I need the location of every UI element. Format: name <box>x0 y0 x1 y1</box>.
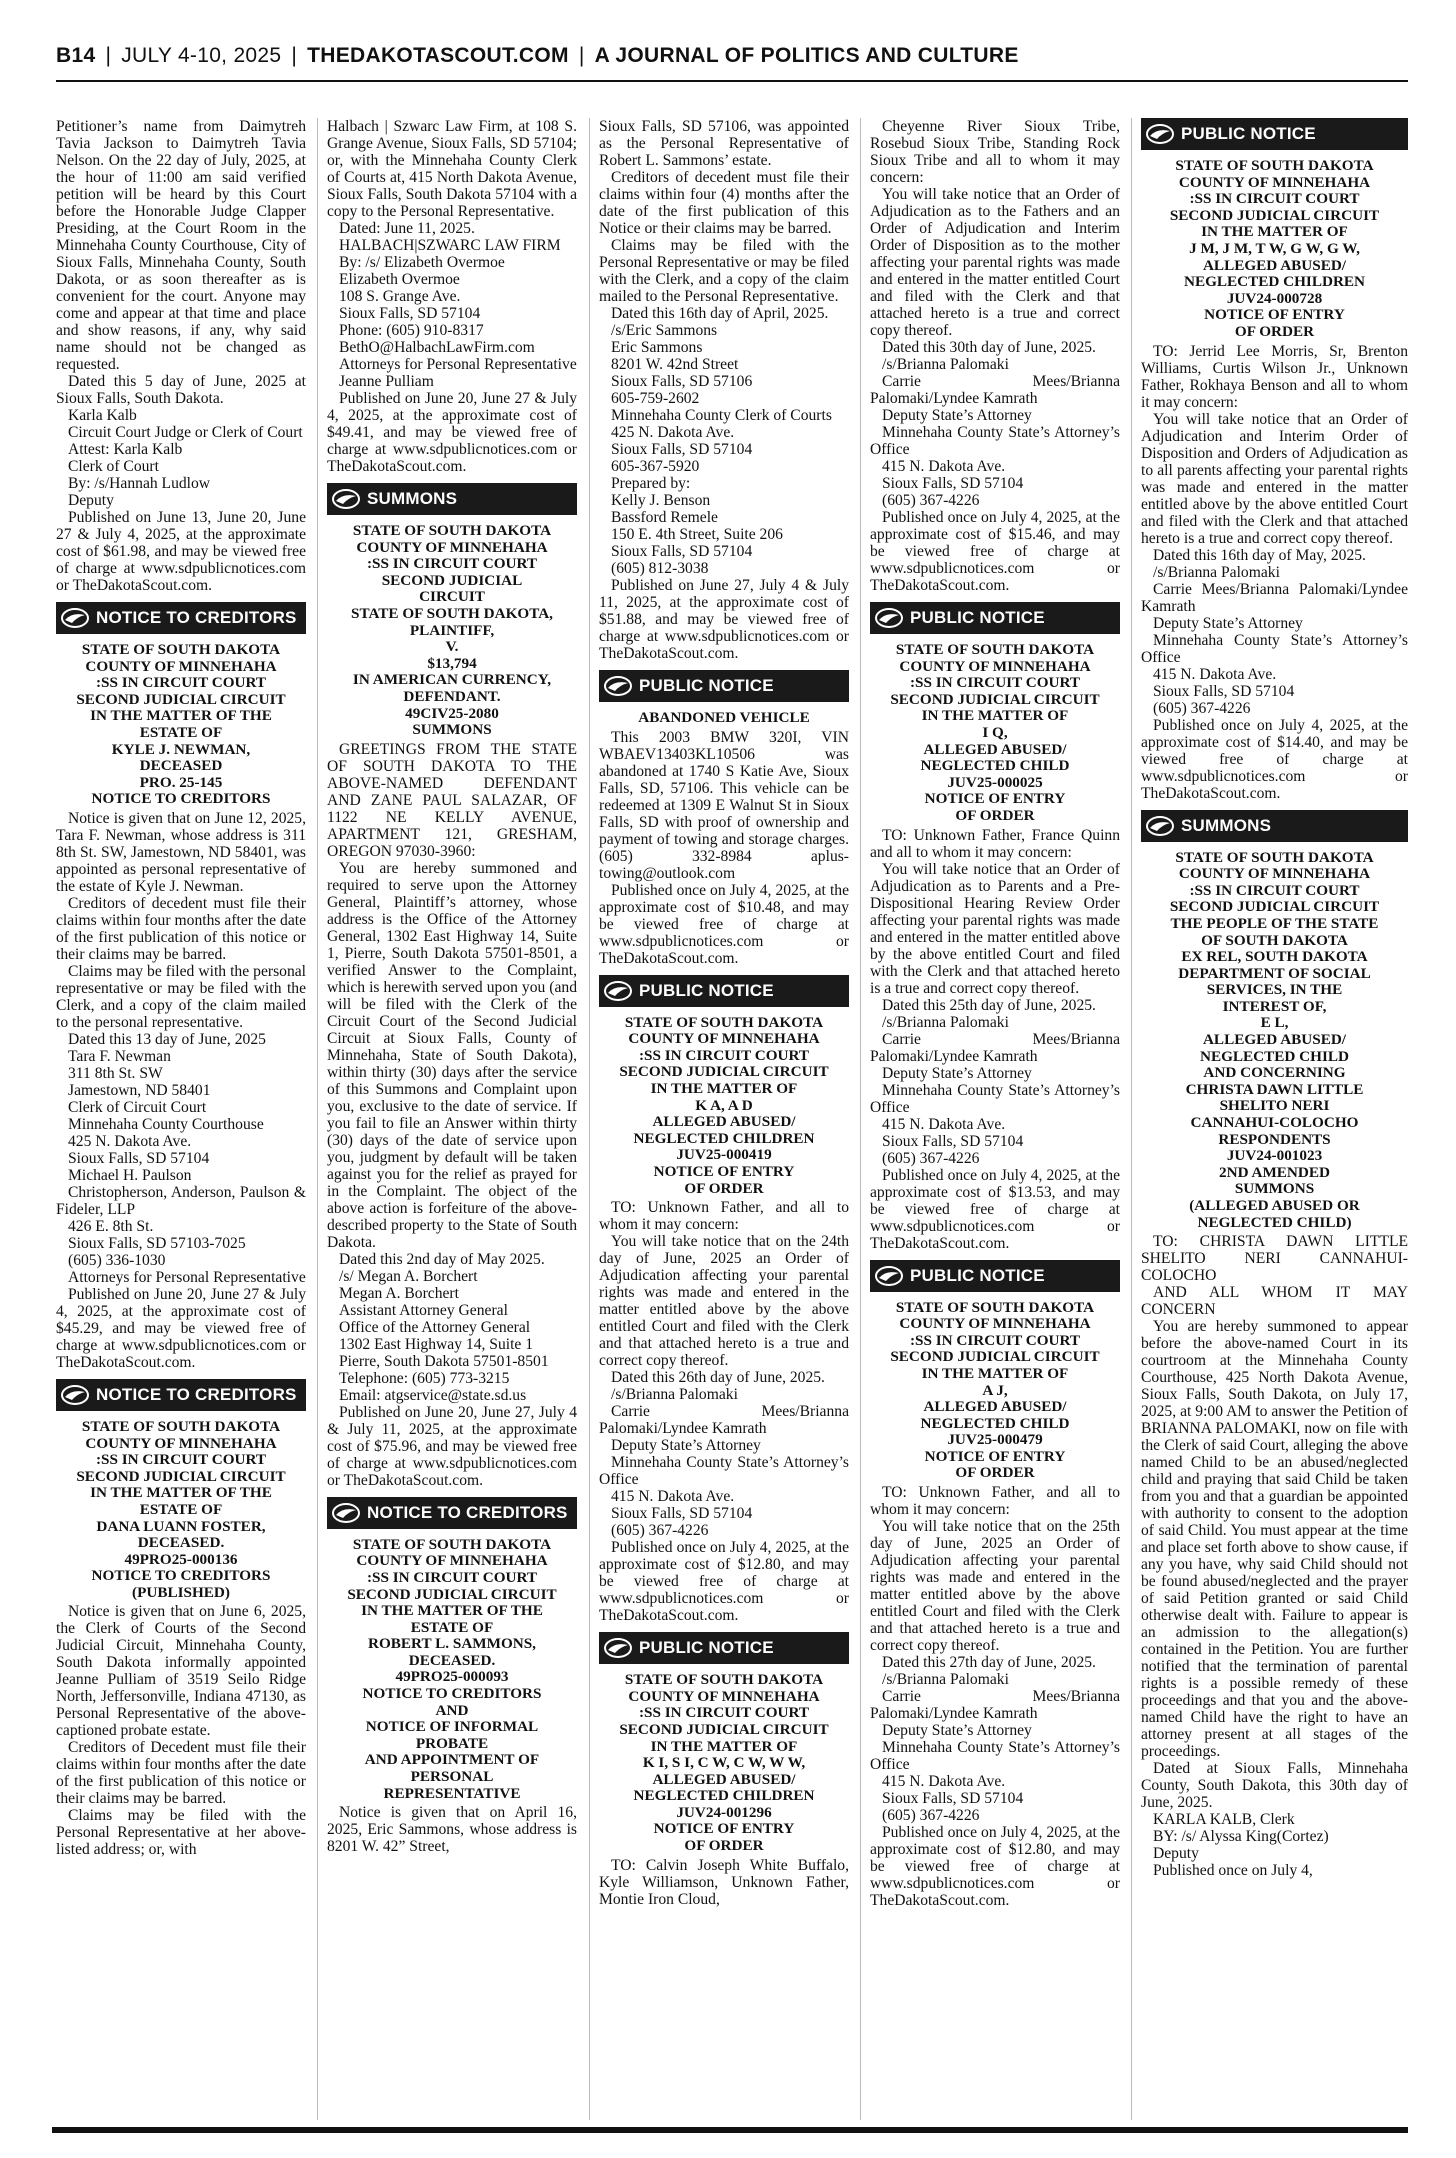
section-title: PUBLIC NOTICE <box>639 980 774 1000</box>
notice-paragraph: Claims may be filed with the Personal Representative at her above-listed address; or, with <box>56 1807 306 1859</box>
notice-paragraph: You will take notice that an Order of Adjudication and Interim Order of Disposition and Orders of Adjudication as to all parents affecting your parental rights was made and entered in the matter entitled above by the above entitled Court and filed with the Clerk and that attached hereto is a true and correct copy thereof. <box>1141 410 1408 547</box>
column-divider <box>860 118 861 2120</box>
notice-line: Christopherson, Anderson, Paulson & Fideler, LLP <box>56 1183 306 1218</box>
section-title: NOTICE TO CREDITORS <box>96 608 297 627</box>
notice-paragraph: Cheyenne River Sioux Tribe, Rosebud Sioux Tribe, Standing Rock Sioux Tribe and all to whom it may concern: <box>870 118 1120 186</box>
section-header-public-notice <box>870 1260 1120 1292</box>
notice-line: By: /s/Hannah Ludlow <box>68 475 211 492</box>
notice-paragraph: You are hereby summoned to appear before the above-named Court in its courtroom at the Minnehaha County Courthouse, 425 North Dakota Avenue, Sioux Falls, South Dakota, on July 17, 2025, at 9:00 AM to answer the Petition of BRIANNA PALOMAKI, now on file with the Clerk of said Court, alleging the above named Child to be an abused/neglected child and praying that said Child be taken from you and that a guardian be appointed with authority to consent to the adoption of said Child. You must appear at the time and place set forth above to show cause, if any you have, why said Child should not be found abused/neglected and the prayer of said Petition granted or said Child otherwise dealt with. Failure to appear is an admission to the allegation(s) contained in the Petition. You are further notified that the termination of parental rights is a possible remedy of these proceedings and that you and the above-named Child have the right to have an attorney present at all stages of the proceedings. <box>1141 1318 1408 1761</box>
notice-line: BY: /s/ Alyssa King(Cortez) <box>1153 1828 1329 1846</box>
notice-juv24-001296-continued <box>870 118 1120 594</box>
notice-line: Phone: (605) 910-8317 <box>339 322 484 339</box>
notice-line: Deputy <box>68 492 114 509</box>
notice-line: Email: atgservice@state.sd.us <box>339 1386 527 1404</box>
notice-line: 415 N. Dakota Ave. <box>882 458 1006 475</box>
notice-paragraph: Petitioner’s name from Daimytreh Tavia Jackson to Daimytreh Tavia Nelson. On the 22 day of July, 2025, at the hour of 11:00 am said verified petition will be heard by this Court before the Honorable Judge Clapper Presiding, at the Court Room in the Minnehaha County Courthouse, City of Sioux Falls, Minnehaha County, South Dakota, or as soon thereafter as is convenient for the court. Anyone may come and appear at that time and place and show reasons, if any, why said name should not be changed as requested. <box>56 118 306 373</box>
column-divider <box>1131 118 1132 2120</box>
scout-logo-icon <box>874 1265 904 1287</box>
notice-line: Minnehaha County Courthouse <box>68 1115 264 1133</box>
notice-line: 311 8th St. SW <box>68 1064 163 1082</box>
notice-line: 108 S. Grange Ave. <box>339 288 461 305</box>
notice-line: Minnehaha County State’s Attorney’s Office <box>870 1081 1120 1116</box>
section-title: NOTICE TO CREDITORS <box>96 1384 297 1404</box>
notice-line: Dated this 16th day of May, 2025. <box>1153 546 1366 564</box>
notice-line: Dated this 16th day of April, 2025. <box>611 305 829 322</box>
notice-foster-estate-continued <box>327 118 577 475</box>
notice-paragraph: Sioux Falls, SD 57106, was appointed as the Personal Representative of Robert L. Sammons’ estate. <box>599 118 849 169</box>
notice-paragraph: TO: Unknown Father, and all to whom it may concern: <box>870 1484 1120 1519</box>
notice-line: Minnehaha County State’s Attorney’s Office <box>599 1454 849 1489</box>
notice-line: Sioux Falls, SD 57104 <box>882 1790 1024 1808</box>
notice-line: Carrie Mees/Brianna Palomaki/Lyndee Kamrath <box>870 1030 1120 1065</box>
notice-line: 605-759-2602 <box>611 390 700 407</box>
notice-line: By: /s/ Elizabeth Overmoe <box>339 254 505 271</box>
notice-paragraph: Creditors of decedent must file their claims within four (4) months after the date of the first publication of this Notice or their claims may be barred. <box>599 169 849 237</box>
publication-line: Published once on July 4, 2025, at the approximate cost of $12.80, and may be viewed free of charge at www.sdpublicnotices.com or TheDakotaScout.com. <box>599 1539 849 1625</box>
notice-paragraph: Halbach | Szwarc Law Firm, at 108 S. Grange Avenue, Sioux Falls, SD 57104; or, with the Minnehaha County Clerk of Courts at, 415 North Dakota Avenue, Sioux Falls, South Dakota 57104 with a copy to the Personal Representative. <box>327 118 577 220</box>
notice-caption: STATE OF SOUTH DAKOTA COUNTY OF MINNEHAHA :SS IN CIRCUIT COURT SECOND JUDICIAL CIRCUIT IN THE MATTER OF K I, S I, C W, C W, W W, ALLEGED ABUSED/ NEGLECTED CHILDREN JUV24-001296 NOTICE OF ENTRY OF ORDER <box>619 1671 829 1855</box>
notice-paragraph: You are hereby summoned and required to serve upon the Attorney General, Plaintiff’s attorney, whose address is the Office of the Attorney General, 1302 East Highway 14, Suite 1, Pierre, South Dakota 57501-8501, a verified Answer to the Complaint, which is herewith served upon you (and will be filed with the Clerk of the Circuit Court of the Second Judicial Circuit at Sioux Falls, County of Minnehaha, State of South Dakota), within thirty (30) days after the service of this Summons and Complaint upon you, exclusive to the date of service. If you fail to file an Answer within thirty (30) days of the date of service upon you, judgment by default will be taken against you for the relief as prayed for in the Complaint. The object of the above action is forfeiture of the above-described property to the State of South Dakota. <box>327 859 577 1251</box>
notice-line: Pierre, South Dakota 57501-8501 <box>339 1352 549 1370</box>
notice-line: 415 N. Dakota Ave. <box>882 1115 1006 1133</box>
notice-caption: STATE OF SOUTH DAKOTA COUNTY OF MINNEHAHA :SS IN CIRCUIT COURT SECOND JUDICIAL CIRCUIT STATE OF SOUTH DAKOTA, PLAINTIFF, V. $13,794 IN AMERICAN CURRENCY, DEFENDANT. 49CIV25-2080 SUMMONS <box>351 522 553 739</box>
notice-line: Eric Sammons <box>611 339 703 356</box>
section-header-public-notice <box>599 1632 849 1664</box>
scout-logo-icon <box>60 607 90 629</box>
notice-line: /s/Brianna Palomaki <box>1153 563 1280 581</box>
scout-logo-icon <box>603 1637 633 1659</box>
notice-line: Jamestown, ND 58401 <box>68 1081 211 1099</box>
notice-line: Attorneys for Personal Representative <box>339 356 577 373</box>
notice-line: Clerk of Court <box>68 458 159 475</box>
notice-line: Dated this 27th day of June, 2025. <box>882 1654 1096 1672</box>
notice-line: Elizabeth Overmoe <box>339 271 460 288</box>
notice-line: Prepared by: <box>611 475 691 492</box>
notice-paragraph: Claims may be filed with the Personal Representative or may be filed with the Clerk, and a copy of the claim mailed to the Personal Representative. <box>599 237 849 305</box>
notice-line: 1302 East Highway 14, Suite 1 <box>339 1335 534 1353</box>
notice-paragraph: Notice is given that on June 6, 2025, the Clerk of Courts of the Second Judicial Circuit, Minnehaha County, South Dakota informally appointed Jeanne Pulliam of 3519 Seilo Ridge North, Jeffersonville, Indiana 47130, as Personal Representative of the above-captioned probate estate. <box>56 1603 306 1740</box>
notice-line: 425 N. Dakota Ave. <box>611 424 735 441</box>
notice-paragraph: Creditors of Decedent must file their claims within four months after the date of the first publication of this notice or their claims may be barred. <box>56 1739 306 1808</box>
notice-line: Jeanne Pulliam <box>339 373 434 390</box>
notice-line: (605) 367-4226 <box>882 1149 980 1167</box>
notice-line: Dated this 25th day of June, 2025. <box>882 996 1096 1014</box>
notice-line: /s/Brianna Palomaki <box>882 1671 1009 1689</box>
notice-juv25-000419 <box>599 1015 849 1625</box>
notice-line: (605) 367-4226 <box>611 1522 709 1540</box>
scout-logo-icon <box>603 980 633 1002</box>
notice-line: Sioux Falls, SD 57104 <box>611 441 753 458</box>
notice-foster-estate <box>56 1419 306 1859</box>
section-title: PUBLIC NOTICE <box>1181 124 1316 143</box>
notice-line: /s/Eric Sammons <box>611 322 718 339</box>
notice-sammons-estate-continued <box>599 118 849 662</box>
section-title: PUBLIC NOTICE <box>639 676 774 695</box>
column-4 <box>870 118 1120 2120</box>
publication-line: Published once on July 4, 2025, at the approximate cost of $12.80, and may be viewed free of charge at www.sdpublicnotices.com or TheDakotaScout.com. <box>870 1824 1120 1910</box>
column-2 <box>327 118 577 2120</box>
notice-line: Minnehaha County State’s Attorney’s Office <box>870 1739 1120 1774</box>
notice-line: KARLA KALB, Clerk <box>1153 1811 1295 1829</box>
publication-line: Published on June 20, June 27 & July 4, 2025, at the approximate cost of $45.29, and may be viewed free of charge at www.sdpublicnotices.com or TheDakotaScout.com. <box>56 1285 306 1371</box>
notice-line: 415 N. Dakota Ave. <box>611 1488 735 1506</box>
notice-line: 415 N. Dakota Ave. <box>1153 665 1277 683</box>
notice-line: Bassford Remele <box>611 509 718 526</box>
notice-line: Sioux Falls, SD 57104 <box>882 1132 1024 1150</box>
notice-juv24-001023 <box>1141 850 1408 1880</box>
notice-caption: STATE OF SOUTH DAKOTA COUNTY OF MINNEHAHA :SS IN CIRCUIT COURT SECOND JUDICIAL CIRCUIT IN THE MATTER OF THE ESTATE OF DANA LUANN FOSTER, DECEASED. 49PRO25-000136 NOTICE TO CREDITORS (PUBLISHED) <box>76 1417 286 1601</box>
notice-line: Sioux Falls, SD 57103-7025 <box>68 1234 246 1252</box>
section-title: PUBLIC NOTICE <box>910 1265 1045 1285</box>
publication-line: Published once on July 4, 2025, at the approximate cost of $15.46, and may be viewed free of charge at www.sdpublicnotices.com or TheDakotaScout.com. <box>870 509 1120 594</box>
notice-line: Megan A. Borchert <box>339 1284 459 1302</box>
publication-line: Published on June 20, June 27, July 4 & July 11, 2025, at the approximate cost of $75.96, and may be viewed free of charge at www.sdpublicnotices.com or TheDakotaScout.com. <box>327 1403 577 1489</box>
notice-caption: STATE OF SOUTH DAKOTA COUNTY OF MINNEHAHA :SS IN CIRCUIT COURT SECOND JUDICIAL CIRCUIT IN THE MATTER OF K A, A D ALLEGED ABUSED/ NEGLECTED CHILDREN JUV25-000419 NOTICE OF ENTRY OF ORDER <box>619 1013 829 1197</box>
notice-line: Tara F. Newman <box>68 1047 171 1065</box>
notice-line: Deputy State’s Attorney <box>882 1722 1032 1740</box>
section-header-summons <box>1141 810 1408 842</box>
notice-line: 150 E. 4th Street, Suite 206 <box>611 526 783 543</box>
scout-logo-icon <box>603 675 633 697</box>
notice-paragraph: TO: Unknown Father, France Quinn and all to whom it may concern: <box>870 826 1120 861</box>
section-header-public-notice <box>1141 118 1408 150</box>
notice-line: 8201 W. 42nd Street <box>611 356 739 373</box>
column-1 <box>56 118 306 2120</box>
notice-line: Dated this 26th day of June, 2025. <box>611 1369 825 1387</box>
notice-paragraph: TO: Jerrid Lee Morris, Sr, Brenton Williams, Curtis Wilson Jr., Unknown Father, Rokhaya Benson and all to whom it may concern: <box>1141 342 1408 411</box>
notice-line: Carrie Mees/Brianna Palomaki/Lyndee Kamrath <box>870 1688 1120 1723</box>
notice-line: Kelly J. Benson <box>611 492 711 509</box>
header-rule <box>56 80 1408 82</box>
notice-juv24-001296 <box>599 1672 849 1908</box>
column-divider <box>589 118 590 2120</box>
notice-paragraph: Creditors of decedent must file their claims within four months after the date of the first publication of this notice or their claims may be barred. <box>56 894 306 963</box>
publication-line: Published once on July 4, 2025, at the approximate cost of $10.48, and may be viewed free of charge at www.sdpublicnotices.com or TheDakotaScout.com. <box>599 881 849 967</box>
notice-line: Deputy State’s Attorney <box>1153 614 1303 632</box>
name-change-notice-end <box>56 118 306 594</box>
notice-paragraph: TO: CHRISTA DAWN LITTLE SHELITO NERI CANNAHUI-COLOCHO <box>1141 1233 1408 1285</box>
notice-line: Deputy <box>1153 1845 1199 1863</box>
section-title: PUBLIC NOTICE <box>639 1638 774 1658</box>
notice-line: Office of the Attorney General <box>339 1318 531 1336</box>
notice-paragraph: You will take notice that on the 24th day of June, 2025 an Order of Adjudication affecting your parental rights was made and entered in the matter entitled above by the above entitled Court and filed with the Clerk and that attached hereto is a true and correct copy thereof. <box>599 1233 849 1370</box>
scout-logo-icon <box>331 1502 361 1524</box>
notice-line: Assistant Attorney General <box>339 1301 508 1319</box>
site-name: THEDAKOTASCOUT.COM <box>307 44 569 67</box>
notice-line: 426 E. 8th St. <box>68 1217 154 1235</box>
page-number: B14 <box>56 44 96 67</box>
section-header-public-notice <box>599 975 849 1007</box>
publication-line: Published on June 20, June 27 & July 4, 2025, at the approximate cost of $49.41, and may be viewed free of charge at www.sdpublicnotices.com or TheDakotaScout.com. <box>327 390 577 475</box>
header-separator: | <box>291 44 298 67</box>
section-title: NOTICE TO CREDITORS <box>367 1502 568 1522</box>
notice-line: Deputy State’s Attorney <box>882 407 1032 424</box>
scout-logo-icon <box>331 488 361 510</box>
notice-line: 605-367-5920 <box>611 458 700 475</box>
notice-line: Telephone: (605) 773-3215 <box>339 1369 510 1387</box>
notice-caption: STATE OF SOUTH DAKOTA COUNTY OF MINNEHAHA :SS IN CIRCUIT COURT SECOND JUDICIAL CIRCUIT IN THE MATTER OF I Q, ALLEGED ABUSED/ NEGLECTED CHILD JUV25-000025 NOTICE OF ENTRY OF ORDER <box>890 641 1100 824</box>
notice-line: Dated this 2nd day of May 2025. <box>339 1250 545 1268</box>
scout-logo-icon <box>1145 123 1175 145</box>
tagline: A JOURNAL OF POLITICS AND CULTURE <box>594 44 1019 67</box>
notice-line: Minnehaha County State’s Attorney’s Office <box>870 424 1120 458</box>
publication-line: Published once on July 4, <box>1153 1862 1313 1880</box>
scout-logo-icon <box>1145 815 1175 837</box>
notice-line: (605) 336-1030 <box>68 1251 166 1269</box>
notice-newman-estate <box>56 642 306 1371</box>
publication-line: Published once on July 4, 2025, at the approximate cost of $14.40, and may be viewed free of charge at www.sdpublicnotices.com or TheDakotaScout.com. <box>1141 716 1408 802</box>
notice-line: Deputy State’s Attorney <box>611 1437 761 1455</box>
section-header-public-notice <box>870 602 1120 634</box>
issue-date: JULY 4-10, 2025 <box>121 44 282 67</box>
column-divider <box>317 118 318 2120</box>
notice-sammons-estate <box>327 1537 577 1856</box>
notice-line: /s/Brianna Palomaki <box>882 356 1009 373</box>
notice-line: 415 N. Dakota Ave. <box>882 1773 1006 1791</box>
notice-line: Sioux Falls, SD 57104 <box>611 543 753 560</box>
notice-paragraph: This 2003 BMW 320I, VIN WBAEV13403KL10506 was abandoned at 1740 S Katie Ave, Sioux Falls, SD, 57106. This vehicle can be redeemed at 1309 E Walnut St in Sioux Falls, SD with proof of ownership and payment of towing and storage charges. (605) 332-8984 aplus-towing@outlook.com <box>599 728 849 882</box>
footer-rule <box>52 2127 1408 2133</box>
notice-juv24-000728 <box>1141 158 1408 802</box>
notice-line: Sioux Falls, SD 57104 <box>1153 682 1295 700</box>
notice-abandoned-vehicle <box>599 710 849 967</box>
notice-line: /s/ Megan A. Borchert <box>339 1267 478 1285</box>
notice-line: Deputy State’s Attorney <box>882 1064 1032 1082</box>
notices-columns <box>56 118 1408 2120</box>
notice-paragraph: AND ALL WHOM IT MAY CONCERN <box>1141 1284 1408 1319</box>
notice-line: Minnehaha County State’s Attorney’s Office <box>1141 631 1408 666</box>
notice-paragraph: You will take notice that an Order of Adjudication as to Parents and a Pre-Dispositional Hearing Review Order affecting your parental rights was made and entered in the matter entitled above by the above entitled Court and filed with the Clerk and that attached hereto is a true and correct copy thereof. <box>870 860 1120 997</box>
notice-line: Attest: Karla Kalb <box>68 441 183 458</box>
notice-line: Minnehaha County Clerk of Courts <box>611 407 832 424</box>
notice-line: Sioux Falls, SD 57104 <box>611 1505 753 1523</box>
section-title: PUBLIC NOTICE <box>910 608 1045 627</box>
notice-line: Carrie Mees/Brianna Palomaki/Lyndee Kamrath <box>599 1403 849 1438</box>
notice-line: /s/Brianna Palomaki <box>611 1386 738 1404</box>
notice-line: HALBACH|SZWARC LAW FIRM <box>339 237 561 254</box>
notice-line: Sioux Falls, SD 57106 <box>611 373 753 390</box>
publication-line: Published on June 27, July 4 & July 11, 2025, at the approximate cost of $51.88, and may be viewed free of charge at www.sdpublicnotices.com or TheDakotaScout.com. <box>599 577 849 662</box>
notice-paragraph: Claims may be filed with the personal representative or may be filed with the Clerk, and a copy of the claim mailed to the personal representative. <box>56 962 306 1031</box>
notice-line: Sioux Falls, SD 57104 <box>339 305 481 322</box>
notice-juv25-000025 <box>870 642 1120 1252</box>
notice-line: Michael H. Paulson <box>68 1166 192 1184</box>
header-separator: | <box>578 44 585 67</box>
notice-caption: STATE OF SOUTH DAKOTA COUNTY OF MINNEHAHA :SS IN CIRCUIT COURT SECOND JUDICIAL CIRCUIT IN THE MATTER OF J M, J M, T W, G W, G W, ALLEGED ABUSED/ NEGLECTED CHILDREN JUV24-000728 NOTICE OF ENTRY OF ORDER <box>1169 157 1380 340</box>
notice-caption: STATE OF SOUTH DAKOTA COUNTY OF MINNEHAHA :SS IN CIRCUIT COURT SECOND JUDICIAL CIRCUIT IN THE MATTER OF THE ESTATE OF KYLE J. NEWMAN, DECEASED PRO. 25-145 NOTICE TO CREDITORS <box>76 641 286 808</box>
scout-logo-icon <box>60 1384 90 1406</box>
notice-line: Sioux Falls, SD 57104 <box>68 1149 210 1167</box>
notice-line: (605) 367-4226 <box>1153 699 1251 717</box>
section-header-summons <box>327 483 577 515</box>
notice-paragraph: You will take notice that an Order of Adjudication as to the Fathers and an Order of Adjudication and Interim Order of Disposition as to the mother affecting your parental rights was made and entered in the matter entitled Court and filed with the Clerk and that attached hereto is a true and correct copy thereof. <box>870 186 1120 339</box>
notice-paragraph: Notice is given that on June 12, 2025, Tara F. Newman, whose address is 311 8th St. SW, Jamestown, ND 58401, was appointed as personal representative of the estate of Kyle J. Newman. <box>56 809 306 895</box>
section-header-notice-to-creditors <box>327 1497 577 1529</box>
section-header-notice-to-creditors <box>56 1379 306 1411</box>
notice-paragraph: TO: Calvin Joseph White Buffalo, Kyle Williamson, Unknown Father, Montie Iron Cloud, <box>599 1856 849 1908</box>
notice-line: Carrie Mees/Brianna Palomaki/Lyndee Kamrath <box>870 373 1120 407</box>
notice-caption: STATE OF SOUTH DAKOTA COUNTY OF MINNEHAHA :SS IN CIRCUIT COURT SECOND JUDICIAL CIRCUIT THE PEOPLE OF THE STATE OF SOUTH DAKOTA EX REL, SOUTH DAKOTA DEPARTMENT OF SOCIAL SERVICES, IN THE INTEREST OF, E L, ALLEGED ABUSED/ NEGLECTED CHILD AND CONCERNING CHRISTA DAWN LITTLE SHELITO NERI CANNAHUI-COLOCHO RESPONDENTS JUV24-001023 2ND AMENDED SUMMONS (ALLEGED ABUSED OR NEGLECTED CHILD) <box>1169 848 1380 1231</box>
notice-line: BethO@HalbachLawFirm.com <box>339 339 535 356</box>
notice-line: Dated this 30th day of June, 2025. <box>882 339 1096 356</box>
notice-line: Karla Kalb <box>68 407 137 424</box>
notice-paragraph: Dated at Sioux Falls, Minnehaha County, South Dakota, this 30th day of June, 2025. <box>1141 1760 1408 1812</box>
publication-line: Published on June 13, June 20, June 27 & July 4, 2025, at the approximate cost of $61.98, and may be viewed free of charge at www.sdpublicnotices.com or TheDakotaScout.com. <box>56 509 306 594</box>
notice-line: Carrie Mees/Brianna Palomaki/Lyndee Kamrath <box>1141 580 1408 615</box>
notice-paragraph: Dated this 5 day of June, 2025 at Sioux Falls, South Dakota. <box>56 373 306 407</box>
section-header-public-notice <box>599 670 849 702</box>
notice-caption: ABANDONED VEHICLE <box>638 709 810 726</box>
page-header <box>56 44 1408 78</box>
notice-paragraph: GREETINGS FROM THE STATE OF SOUTH DAKOTA TO THE ABOVE-NAMED DEFENDANT AND ZANE PAUL SALAZAR, OF 1122 NE KELLY AVENUE, APARTMENT 121, GRESHAM, OREGON 97030-3960: <box>327 740 577 860</box>
section-title: SUMMONS <box>367 489 458 508</box>
notice-line: Attorneys for Personal Representative <box>68 1268 306 1286</box>
column-3 <box>599 118 849 2120</box>
notice-line: Dated: June 11, 2025. <box>339 220 475 237</box>
notice-line: Circuit Court Judge or Clerk of Court <box>68 424 303 441</box>
notice-line: /s/Brianna Palomaki <box>882 1013 1009 1031</box>
publication-line: Published once on July 4, 2025, at the approximate cost of $13.53, and may be viewed free of charge at www.sdpublicnotices.com or TheDakotaScout.com. <box>870 1166 1120 1252</box>
column-5 <box>1141 118 1408 2120</box>
notice-paragraph: Notice is given that on April 16, 2025, Eric Sammons, whose address is 8201 W. 42” Street, <box>327 1804 577 1856</box>
header-separator: | <box>105 44 112 67</box>
notice-paragraph: TO: Unknown Father, and all to whom it may concern: <box>599 1199 849 1234</box>
notice-juv25-000479 <box>870 1300 1120 1910</box>
section-header-notice-to-creditors <box>56 602 306 634</box>
notice-line: 425 N. Dakota Ave. <box>68 1132 192 1150</box>
notice-summons-currency <box>327 523 577 1489</box>
notice-caption: STATE OF SOUTH DAKOTA COUNTY OF MINNEHAHA :SS IN CIRCUIT COURT SECOND JUDICIAL CIRCUIT IN THE MATTER OF A J, ALLEGED ABUSED/ NEGLECTED CHILD JUV25-000479 NOTICE OF ENTRY OF ORDER <box>890 1298 1100 1482</box>
notice-line: Dated this 13 day of June, 2025 <box>68 1030 266 1048</box>
notice-line: (605) 367-4226 <box>882 492 980 509</box>
scout-logo-icon <box>874 607 904 629</box>
notice-paragraph: You will take notice that on the 25th day of June, 2025 an Order of Adjudication affecting your parental rights was made and entered in the matter entitled above by the above entitled Court and filed with the Clerk and that attached hereto is a true and correct copy thereof. <box>870 1518 1120 1655</box>
notice-line: Clerk of Circuit Court <box>68 1098 207 1116</box>
notice-line: Sioux Falls, SD 57104 <box>882 475 1024 492</box>
section-title: SUMMONS <box>1181 815 1272 835</box>
notice-caption: STATE OF SOUTH DAKOTA COUNTY OF MINNEHAHA :SS IN CIRCUIT COURT SECOND JUDICIAL CIRCUIT IN THE MATTER OF THE ESTATE OF ROBERT L. SAMMONS, DECEASED. 49PRO25-000093 NOTICE TO CREDITORS AND NOTICE OF INFORMAL PROBATE AND APPOINTMENT OF PERSONAL REPRESENTATIVE <box>347 1535 557 1802</box>
notice-line: (605) 812-3038 <box>611 560 709 577</box>
notice-line: (605) 367-4226 <box>882 1807 980 1825</box>
